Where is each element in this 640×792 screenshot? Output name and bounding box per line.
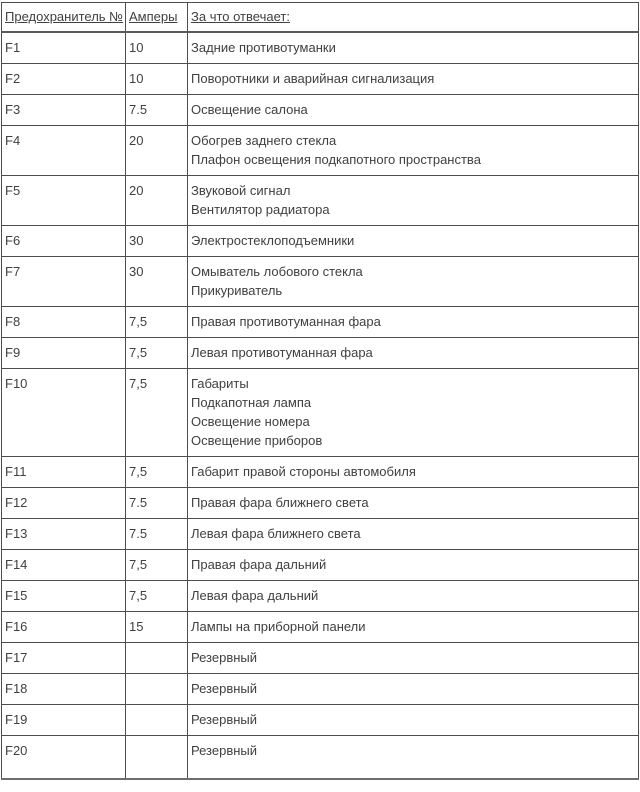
table-row xyxy=(2,64,639,95)
description-line: Звуковой сигнал xyxy=(191,183,291,198)
header-responsibility: За что отвечает: xyxy=(188,3,639,33)
description-line: Резервный xyxy=(191,650,258,665)
description-line: Обогрев заднего стекла xyxy=(191,133,337,148)
table-row xyxy=(2,643,639,674)
description-cell xyxy=(188,369,639,457)
header-row xyxy=(2,3,639,33)
amperes-cell: 15 xyxy=(126,612,188,643)
fuse-id-cell: F5 xyxy=(2,176,126,226)
description-line: Левая фара дальний xyxy=(191,588,319,603)
fuse-id-cell: F14 xyxy=(2,550,126,581)
table-row xyxy=(2,95,639,126)
description-line: Вентилятор радиатора xyxy=(191,202,330,217)
amperes-cell xyxy=(126,674,188,705)
description-cell xyxy=(188,705,639,736)
fuse-id-cell: F8 xyxy=(2,307,126,338)
description-line: Прикуриватель xyxy=(191,283,283,298)
description-line: Омыватель лобового стекла xyxy=(191,264,363,279)
description-cell xyxy=(188,307,639,338)
table-row xyxy=(2,550,639,581)
description-cell xyxy=(188,519,639,550)
fuse-id-cell: F9 xyxy=(2,338,126,369)
description-line: Освещение салона xyxy=(191,102,308,117)
fuse-id-cell: F10 xyxy=(2,369,126,457)
fuse-id-cell: F12 xyxy=(2,488,126,519)
fuse-id-cell: F4 xyxy=(2,126,126,176)
amperes-cell: 7.5 xyxy=(126,488,188,519)
description-cell xyxy=(188,581,639,612)
description-cell xyxy=(188,126,639,176)
table-row xyxy=(2,612,639,643)
fuse-id-cell: F3 xyxy=(2,95,126,126)
amperes-cell: 7,5 xyxy=(126,307,188,338)
table-row xyxy=(2,457,639,488)
header-fuse-number: Предохранитель № xyxy=(2,3,126,33)
amperes-cell xyxy=(126,705,188,736)
fuse-id-cell: F19 xyxy=(2,705,126,736)
description-line: Задние противотуманки xyxy=(191,40,336,55)
fuse-id-cell: F17 xyxy=(2,643,126,674)
description-line: Левая фара ближнего света xyxy=(191,526,361,541)
fuse-table xyxy=(1,2,639,780)
table-row xyxy=(2,674,639,705)
table-row xyxy=(2,488,639,519)
description-line: Плафон освещения подкапотного пространства xyxy=(191,152,481,167)
description-cell xyxy=(188,736,639,780)
description-line: Подкапотная лампа xyxy=(191,395,312,410)
amperes-cell: 7.5 xyxy=(126,519,188,550)
fuse-id-cell: F20 xyxy=(2,736,126,780)
table-row xyxy=(2,736,639,780)
table-row xyxy=(2,369,639,457)
amperes-cell: 10 xyxy=(126,32,188,64)
header-amperes: Амперы xyxy=(126,3,188,33)
amperes-cell: 7,5 xyxy=(126,338,188,369)
description-line: Резервный xyxy=(191,743,258,758)
amperes-cell: 30 xyxy=(126,226,188,257)
description-line: Освещение приборов xyxy=(191,433,323,448)
table-row xyxy=(2,705,639,736)
table-row xyxy=(2,307,639,338)
description-line: Левая противотуманная фара xyxy=(191,345,373,360)
table-row xyxy=(2,581,639,612)
amperes-cell: 7.5 xyxy=(126,95,188,126)
fuse-id-cell: F16 xyxy=(2,612,126,643)
amperes-cell xyxy=(126,736,188,780)
description-line: Лампы на приборной панели xyxy=(191,619,366,634)
amperes-cell: 10 xyxy=(126,64,188,95)
fuse-id-cell: F1 xyxy=(2,32,126,64)
description-cell xyxy=(188,32,639,64)
description-cell xyxy=(188,95,639,126)
description-cell xyxy=(188,176,639,226)
fuse-id-cell: F6 xyxy=(2,226,126,257)
description-line: Габариты xyxy=(191,376,249,391)
description-cell xyxy=(188,643,639,674)
amperes-cell: 20 xyxy=(126,126,188,176)
fuse-table-body xyxy=(2,32,639,779)
amperes-cell: 7,5 xyxy=(126,457,188,488)
description-cell xyxy=(188,226,639,257)
description-cell xyxy=(188,338,639,369)
description-line: Габарит правой стороны автомобиля xyxy=(191,464,416,479)
description-line: Освещение номера xyxy=(191,414,310,429)
table-row xyxy=(2,257,639,307)
fuse-id-cell: F15 xyxy=(2,581,126,612)
amperes-cell: 7,5 xyxy=(126,581,188,612)
amperes-cell: 20 xyxy=(126,176,188,226)
fuse-table-header xyxy=(2,3,639,33)
table-row xyxy=(2,32,639,64)
description-line: Правая фара дальний xyxy=(191,557,327,572)
description-line: Электростеклоподъемники xyxy=(191,233,355,248)
table-row xyxy=(2,226,639,257)
amperes-cell: 7,5 xyxy=(126,550,188,581)
amperes-cell: 7,5 xyxy=(126,369,188,457)
description-cell xyxy=(188,257,639,307)
table-row xyxy=(2,519,639,550)
description-line: Правая противотуманная фара xyxy=(191,314,381,329)
description-line: Правая фара ближнего света xyxy=(191,495,369,510)
fuse-id-cell: F2 xyxy=(2,64,126,95)
fuse-id-cell: F18 xyxy=(2,674,126,705)
description-cell xyxy=(188,488,639,519)
table-row xyxy=(2,176,639,226)
table-row xyxy=(2,126,639,176)
description-line: Резервный xyxy=(191,681,258,696)
fuse-id-cell: F7 xyxy=(2,257,126,307)
table-row xyxy=(2,338,639,369)
description-cell xyxy=(188,674,639,705)
description-cell xyxy=(188,457,639,488)
description-cell xyxy=(188,550,639,581)
description-line: Поворотники и аварийная сигнализация xyxy=(191,71,435,86)
fuse-id-cell: F13 xyxy=(2,519,126,550)
amperes-cell: 30 xyxy=(126,257,188,307)
amperes-cell xyxy=(126,643,188,674)
description-line: Резервный xyxy=(191,712,258,727)
description-cell xyxy=(188,612,639,643)
fuse-id-cell: F11 xyxy=(2,457,126,488)
description-cell xyxy=(188,64,639,95)
